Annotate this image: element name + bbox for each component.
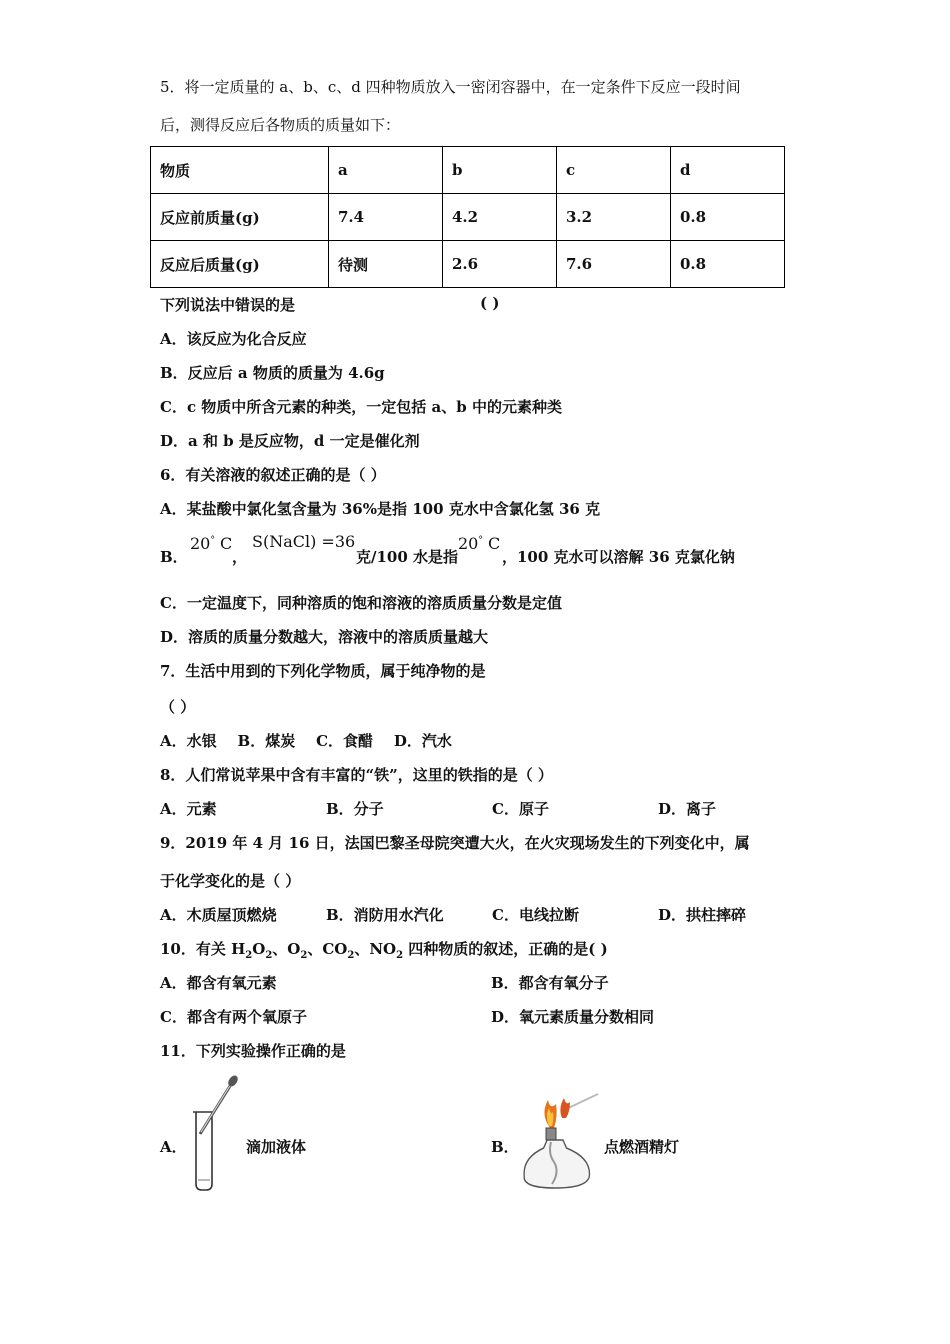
celsius-unit: C — [487, 534, 501, 553]
q5-stem-line2: 后，测得反应后各物质的质量如下： — [160, 116, 401, 134]
alcohol-lamp-icon — [518, 1088, 602, 1194]
subscript: 2 — [265, 950, 273, 961]
q10-option-a: A．都含有氧元素 — [160, 974, 277, 992]
mass-table — [150, 146, 785, 288]
q8-options — [160, 798, 824, 819]
table-cell: 物质 — [151, 147, 329, 194]
q10-option-d: D．氧元素质量分数相同 — [491, 1008, 655, 1026]
q10-stem — [160, 938, 608, 961]
q5-option-d: D．a 和 b 是反应物，d 一定是催化剂 — [160, 432, 420, 450]
q10-option-b: B．都含有氧分子 — [491, 974, 609, 992]
q7-options: A．水银 B．煤炭 C．食醋 D．汽水 — [160, 732, 452, 750]
temperature-1 — [190, 534, 232, 553]
q6-option-b-tail: ，100 克水可以溶解 36 克氯化钠 — [502, 548, 735, 566]
celsius-unit: C — [219, 534, 233, 553]
table-cell: 7.6 — [557, 241, 671, 288]
q9-stem-line1: 9．2019 年 4 月 16 日，法国巴黎圣母院突遭大火，在火灾现场发生的下列变化中，属 — [160, 834, 750, 852]
table-row — [151, 147, 785, 194]
q5-answer-paren: ( ) — [480, 294, 500, 312]
q6-comma: ， — [232, 548, 248, 566]
q9-option-d: D．拱柱摔碎 — [658, 906, 747, 924]
q10-option-c: C．都含有两个氧原子 — [160, 1008, 307, 1026]
solubility-formula: S(NaCl) =36 — [252, 532, 356, 551]
q11-stem: 11．下列实验操作正确的是 — [160, 1042, 346, 1060]
q10-stem-text: 四种物质的叙述，正确的是( ) — [403, 940, 608, 958]
table-cell: a — [329, 147, 443, 194]
table-row — [151, 241, 785, 288]
q6-option-a: A．某盐酸中氯化氢含量为 36%是指 100 克水中含氯化氢 36 克 — [160, 500, 601, 518]
q10-stem-text: 、O — [272, 940, 301, 958]
q9-option-c: C．电线拉断 — [492, 906, 579, 924]
table-cell: 0.8 — [671, 194, 785, 241]
q10-options-row2 — [160, 1006, 822, 1027]
q5-option-c: C．c 物质中所含元素的种类，一定包括 a、b 中的元素种类 — [160, 398, 562, 416]
degree-symbol: ° — [210, 535, 215, 546]
q6-option-c: C．一定温度下，同种溶质的饱和溶液的溶质质量分数是定值 — [160, 594, 562, 612]
q9-option-a: A．木质屋顶燃烧 — [160, 906, 277, 924]
table-cell: c — [557, 147, 671, 194]
temp2-value: 20 — [458, 534, 479, 553]
table-cell: 反应前质量(g) — [151, 194, 329, 241]
temperature-2 — [458, 534, 500, 553]
q10-stem-text: 10．有关 H — [160, 940, 246, 958]
q8-stem: 8．人们常说苹果中含有丰富的“铁”，这里的铁指的是（ ） — [160, 766, 553, 784]
q11-option-a-text: 滴加液体 — [246, 1138, 307, 1156]
q8-option-b: B．分子 — [326, 800, 384, 818]
q5-prompt — [160, 294, 500, 315]
table-cell: 反应后质量(g) — [151, 241, 329, 288]
q6-option-b-label: B． — [160, 548, 188, 566]
q6-option-b-mid: 克/100 水是指 — [356, 548, 459, 566]
q8-option-c: C．原子 — [492, 800, 549, 818]
subscript: 2 — [396, 950, 404, 961]
table-cell: 7.4 — [329, 194, 443, 241]
table-cell: d — [671, 147, 785, 194]
subscript: 2 — [347, 950, 355, 961]
table-cell: 4.2 — [443, 194, 557, 241]
q10-stem-text: 、CO — [307, 940, 348, 958]
table-cell: 3.2 — [557, 194, 671, 241]
q9-option-b: B．消防用水汽化 — [326, 906, 444, 924]
q5-option-a: A．该反应为化合反应 — [160, 330, 307, 348]
q6-option-d: D．溶质的质量分数越大，溶液中的溶质质量越大 — [160, 628, 489, 646]
table-cell: 2.6 — [443, 241, 557, 288]
table-row — [151, 194, 785, 241]
q10-stem-text: 、NO — [354, 940, 397, 958]
subscript: 2 — [245, 950, 253, 961]
q10-stem-text: O — [252, 940, 266, 958]
q9-stem-line2: 于化学变化的是（ ） — [160, 872, 301, 890]
q9-options — [160, 904, 824, 925]
q5-option-b: B．反应后 a 物质的质量为 4.6g — [160, 364, 385, 382]
temp1-value: 20 — [190, 534, 211, 553]
q11-option-b-label: B． — [491, 1138, 519, 1156]
q8-option-d: D．离子 — [658, 800, 717, 818]
q6-stem: 6．有关溶液的叙述正确的是（ ） — [160, 466, 386, 484]
degree-symbol: ° — [478, 535, 483, 546]
q11-option-b-text: 点燃酒精灯 — [604, 1138, 680, 1156]
table-cell: b — [443, 147, 557, 194]
q7-answer-paren: （ ） — [160, 698, 196, 716]
q8-option-a: A．元素 — [160, 800, 217, 818]
q10-options-row1 — [160, 972, 822, 993]
table-cell: 待测 — [329, 241, 443, 288]
dropper-test-tube-icon — [186, 1072, 242, 1194]
q5-prompt-text: 下列说法中错误的是 — [160, 296, 296, 314]
q5-stem-line1: 5．将一定质量的 a、b、c、d 四种物质放入一密闭容器中，在一定条件下反应一段时间 — [160, 78, 741, 96]
q7-stem: 7．生活中用到的下列化学物质，属于纯净物的是 — [160, 662, 486, 680]
table-cell: 0.8 — [671, 241, 785, 288]
q11-option-a-label: A． — [160, 1138, 187, 1156]
subscript: 2 — [300, 950, 308, 961]
